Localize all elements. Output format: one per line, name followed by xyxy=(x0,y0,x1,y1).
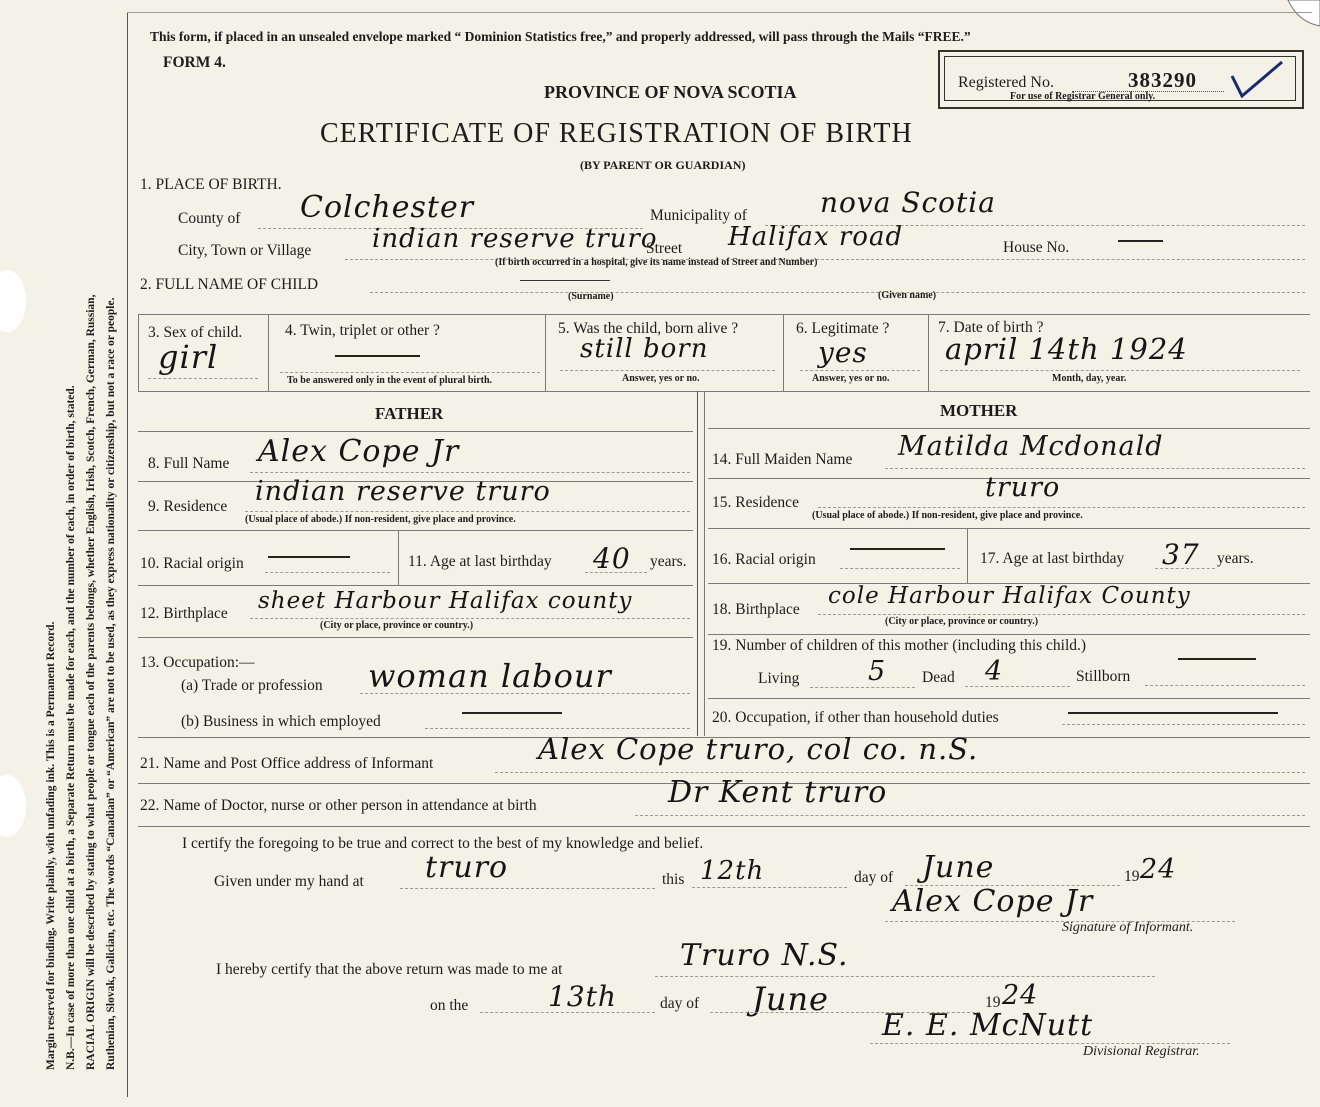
registrar-year-prefix: 19 xyxy=(985,994,1001,1011)
informant-signature: Alex Cope Jr xyxy=(892,884,1094,919)
father-name-label: 8. Full Name xyxy=(148,455,230,472)
mother-row-18-rule xyxy=(708,634,1310,635)
father-row-9-rule xyxy=(138,530,693,531)
mother-name-value: Matilda Mcdonald xyxy=(898,431,1164,462)
mother-racial-label: 16. Racial origin xyxy=(712,551,816,568)
twin-note: To be answered only in the event of plural birth. xyxy=(287,375,493,386)
province-heading: PROVINCE OF NOVA SCOTIA xyxy=(544,82,797,102)
registrar-month-value: June xyxy=(752,980,829,1018)
father-heading: FATHER xyxy=(375,404,444,423)
father-racial-dash xyxy=(268,556,350,558)
mother-occupation-label: 20. Occupation, if other than household duties xyxy=(712,709,999,726)
father-birthplace-line xyxy=(250,618,690,619)
mail-notice: This form, if placed in an unsealed envelope marked “ Dominion Statistics free,” and properly addressed, will pass through the Mails “FREE.” xyxy=(150,29,971,44)
given-day-line xyxy=(692,887,847,888)
given-place-value: truro xyxy=(425,850,509,885)
born-alive-value: still born xyxy=(580,334,709,364)
street-label: Street xyxy=(646,240,683,257)
father-birthplace-value: sheet Harbour Halifax county xyxy=(258,588,633,614)
legitimate-value: yes xyxy=(818,336,868,369)
father-residence-label: 9. Residence xyxy=(148,498,228,515)
father-trade-value: woman labour xyxy=(368,657,612,695)
sex-line xyxy=(148,378,258,379)
date-of-birth-caption: Month, day, year. xyxy=(1052,373,1127,384)
certification-statement: I certify the foregoing to be true and correct to the best of my knowledge and belief. xyxy=(182,835,704,852)
living-line xyxy=(810,687,915,688)
twin-line xyxy=(280,372,540,373)
registered-label: Registered No. xyxy=(958,74,1054,91)
registrar-year-value: 24 xyxy=(1002,980,1039,1011)
row-22-bottom-rule xyxy=(138,826,1310,827)
county-value: Colchester xyxy=(300,190,475,225)
twin-dash xyxy=(335,355,420,357)
mother-birthplace-value: cole Harbour Halifax County xyxy=(828,583,1191,609)
side-note-3: RACIAL ORIGIN will be described by stating to what people or tongue each of the parents belongs, whether English, Irish, Scotch, French, German, Russian, xyxy=(85,294,97,1070)
dead-label: Dead xyxy=(922,669,955,686)
form-number: FORM 4. xyxy=(163,54,226,71)
father-racial-line xyxy=(265,572,390,573)
date-of-birth-line xyxy=(940,370,1300,371)
father-business-line xyxy=(425,728,690,729)
father-row-10-rule xyxy=(138,585,693,586)
side-note-4: Ruthenian, Slovak, Galician, etc. The words “Canadian” or “American” are not to be used, as they express nationality or citizenship, but not a race or people. xyxy=(105,297,117,1070)
given-label: Given under my hand at xyxy=(214,873,364,890)
father-birthplace-label: 12. Birthplace xyxy=(140,605,228,622)
side-note-1: Margin reserved for binding. Write plainly, with unfading ink. This is a Permanent Record. xyxy=(45,621,57,1070)
mother-name-line xyxy=(885,468,1305,469)
father-business-dash xyxy=(462,712,562,714)
city-label: City, Town or Village xyxy=(178,242,312,259)
mother-birthplace-line xyxy=(818,614,1305,615)
mother-heading: MOTHER xyxy=(940,401,1018,420)
mother-name-label: 14. Full Maiden Name xyxy=(712,451,853,468)
certificate-subtitle: (BY PARENT OR GUARDIAN) xyxy=(580,158,746,172)
house-number-label: House No. xyxy=(1003,239,1070,256)
legitimate-label: 6. Legitimate ? xyxy=(796,320,890,337)
stillborn-label: Stillborn xyxy=(1076,668,1131,685)
frame-top-border xyxy=(127,12,1312,13)
twin-label: 4. Twin, triplet or other ? xyxy=(285,322,440,339)
mother-row-15-rule xyxy=(708,528,1310,529)
registrar-day-line xyxy=(480,1012,655,1013)
side-note-2: N.B.—In case of more than one child at a birth, a Separate Return must be made for each, and the number of each, in order of birth, stated. xyxy=(65,385,77,1070)
informant-line xyxy=(495,772,1305,773)
house-number-dash xyxy=(1118,240,1163,242)
row-3-7-div-2 xyxy=(545,314,546,391)
given-month-value: June xyxy=(922,850,995,885)
municipality-value: nova Scotia xyxy=(820,186,996,219)
date-of-birth-label: 7. Date of birth ? xyxy=(938,319,1044,336)
father-age-label: 11. Age at last birthday xyxy=(408,553,552,570)
given-place-line xyxy=(400,888,655,889)
mother-heading-rule xyxy=(708,428,1310,429)
informant-value: Alex Cope truro, col co. n.S. xyxy=(538,732,979,766)
father-name-line xyxy=(250,472,690,473)
dead-line xyxy=(965,686,1070,687)
legitimate-line xyxy=(800,370,920,371)
registrar-use-note: For use of Registrar General only. xyxy=(1010,91,1156,102)
check-mark-icon xyxy=(1228,58,1286,102)
frame-left-border xyxy=(127,12,128,1097)
father-racial-label: 10. Racial origin xyxy=(140,555,244,572)
father-years-label: years. xyxy=(650,553,687,570)
row-3-7-bottom xyxy=(138,391,1310,392)
registered-number: 383290 xyxy=(1128,68,1197,92)
mother-residence-line xyxy=(818,507,1305,508)
mother-birthplace-note: (City or place, province or country.) xyxy=(885,616,1039,627)
row-3-7-div-1 xyxy=(268,314,269,391)
father-name-value: Alex Cope Jr xyxy=(258,434,460,469)
father-occupation-label: 13. Occupation:— xyxy=(140,654,255,671)
father-age-line xyxy=(585,572,647,573)
page-corner-curl xyxy=(1280,0,1320,34)
mother-occupation-line xyxy=(1062,724,1305,725)
this-label: this xyxy=(662,871,685,888)
given-day-of-label: day of xyxy=(854,869,894,886)
place-of-birth-heading: 1. PLACE OF BIRTH. xyxy=(140,176,282,193)
parents-divider-2 xyxy=(704,391,705,736)
registrar-statement: I hereby certify that the above return was made to me at xyxy=(216,961,563,978)
informant-label: 21. Name and Post Office address of Informant xyxy=(140,755,434,772)
row-3-7-left xyxy=(138,314,139,391)
mother-age-line xyxy=(1155,568,1215,569)
mother-residence-value: truro xyxy=(985,472,1061,503)
father-age-value: 40 xyxy=(593,542,631,575)
father-heading-rule xyxy=(138,431,693,432)
row-3-7-div-4 xyxy=(928,314,929,391)
registrar-signature: E. E. McNutt xyxy=(882,1008,1094,1043)
street-value: Halifax road xyxy=(728,222,904,252)
mother-birthplace-label: 18. Birthplace xyxy=(712,601,800,618)
mother-occupation-dash xyxy=(1068,712,1278,714)
mother-residence-label: 15. Residence xyxy=(712,494,799,511)
dead-value: 4 xyxy=(985,656,1004,687)
living-label: Living xyxy=(758,670,800,687)
stillborn-line xyxy=(1145,685,1305,686)
father-residence-note: (Usual place of abode.) If non-resident, give place and province. xyxy=(245,514,516,525)
mother-racial-divider xyxy=(967,528,968,583)
given-day-value: 12th xyxy=(700,856,765,886)
given-name-caption: (Given name) xyxy=(878,290,937,301)
child-name-label: 2. FULL NAME OF CHILD xyxy=(140,276,319,293)
municipality-label: Municipality of xyxy=(650,207,747,224)
born-alive-caption: Answer, yes or no. xyxy=(622,373,700,384)
doctor-value: Dr Kent truro xyxy=(668,775,888,810)
county-label: County of xyxy=(178,210,241,227)
father-racial-divider xyxy=(398,530,399,585)
legitimate-caption: Answer, yes or no. xyxy=(812,373,890,384)
registrar-day-of-label: day of xyxy=(660,995,700,1012)
registrar-on-label: on the xyxy=(430,997,469,1014)
mother-residence-note: (Usual place of abode.) If non-resident, give place and province. xyxy=(812,510,1083,521)
father-residence-value: indian reserve truro xyxy=(255,476,551,507)
registrar-place-line xyxy=(655,976,1155,977)
date-of-birth-value: april 14th 1924 xyxy=(945,332,1188,366)
binding-hole-bottom xyxy=(0,775,26,837)
children-count-label: 19. Number of children of this mother (including this child.) xyxy=(712,637,1087,654)
registrar-caption: Divisional Registrar. xyxy=(1083,1044,1200,1059)
sex-label: 3. Sex of child. xyxy=(148,324,243,341)
binding-hole-top xyxy=(0,270,26,332)
mother-racial-line xyxy=(840,568,960,569)
mother-row-19-rule xyxy=(708,698,1310,699)
father-business-label: (b) Business in which employed xyxy=(181,713,381,730)
born-alive-label: 5. Was the child, born alive ? xyxy=(558,320,739,337)
sex-value: girl xyxy=(158,338,219,376)
surname-caption: (Surname) xyxy=(568,291,614,302)
mother-age-label: 17. Age at last birthday xyxy=(980,550,1125,567)
father-trade-label: (a) Trade or profession xyxy=(181,677,323,694)
row-3-7-div-3 xyxy=(783,314,784,391)
informant-signature-caption: Signature of Informant. xyxy=(1062,920,1194,935)
child-name-dash xyxy=(520,280,610,281)
born-alive-line xyxy=(560,370,775,371)
mother-age-value: 37 xyxy=(1162,538,1200,571)
father-residence-line xyxy=(245,511,690,512)
city-line xyxy=(345,259,1305,260)
certificate-title: CERTIFICATE OF REGISTRATION OF BIRTH xyxy=(320,118,913,149)
mother-racial-dash xyxy=(850,548,945,550)
mother-years-label: years. xyxy=(1217,550,1254,567)
registrar-day-value: 13th xyxy=(548,980,617,1013)
living-value: 5 xyxy=(868,656,887,687)
hospital-note: (If birth occurred in a hospital, give its name instead of Street and Number) xyxy=(495,257,818,268)
father-birthplace-note: (City or place, province or country.) xyxy=(320,620,474,631)
given-year-value: 24 xyxy=(1140,854,1177,885)
city-value: indian reserve truro xyxy=(372,224,658,254)
doctor-label: 22. Name of Doctor, nurse or other person in attendance at birth xyxy=(140,797,537,814)
doctor-line xyxy=(635,815,1305,816)
parents-divider xyxy=(697,391,698,736)
stillborn-dash xyxy=(1178,658,1256,660)
father-trade-line xyxy=(360,693,690,694)
registrar-place-value: Truro N.S. xyxy=(680,938,849,973)
father-row-12-rule xyxy=(138,637,693,638)
row-3-7-top xyxy=(138,314,1310,315)
given-year-prefix: 19 xyxy=(1124,868,1140,885)
child-name-line xyxy=(370,292,1305,293)
